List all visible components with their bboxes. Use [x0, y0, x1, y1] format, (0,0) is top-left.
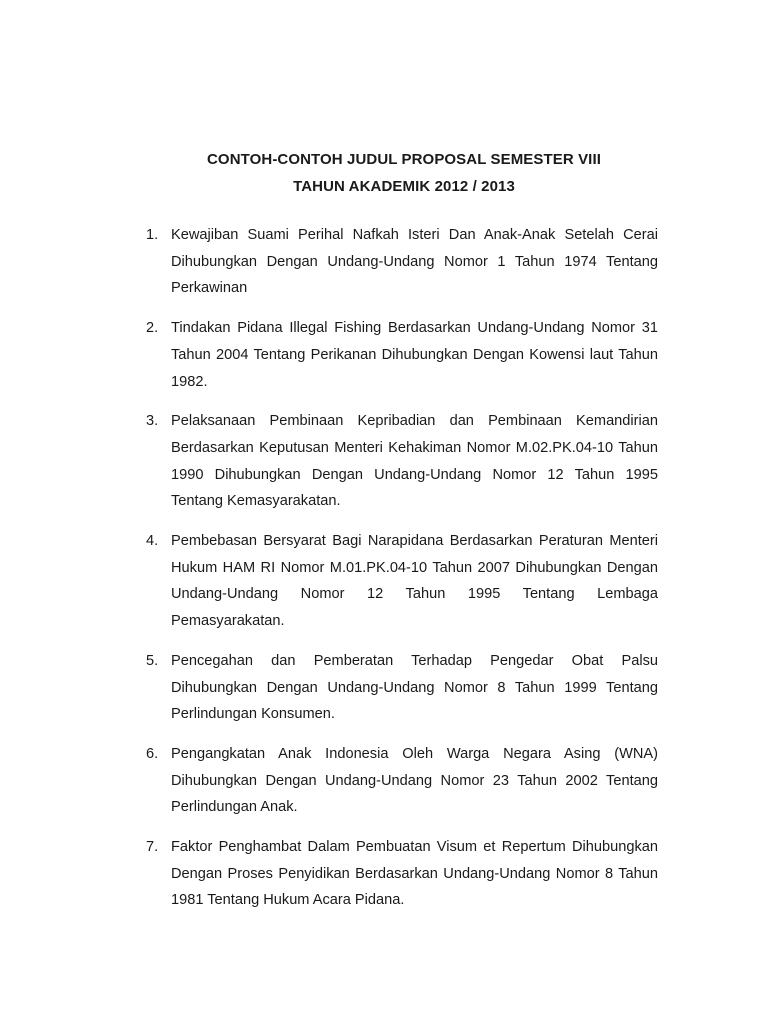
title-line-2: TAHUN AKADEMIK 2012 / 2013	[293, 178, 515, 195]
item-text: Pencegahan dan Pemberatan Terhadap Pengedar Obat Palsu Dihubungkan Dengan Undang-Undang Nomor 8 Tahun 1999 Tentang Perlindungan Konsumen.	[171, 652, 658, 723]
list-item	[146, 528, 658, 635]
item-number: 3.	[146, 413, 159, 430]
item-text: Faktor Penghambat Dalam Pembuatan Visum et Repertum Dihubungkan Dengan Proses Penyidikan Berdasarkan Undang-Undang Nomor 8 Tahun 1981 Tentang Hukum Acara Pidana.	[171, 839, 658, 909]
list-item	[146, 741, 658, 821]
list-item	[146, 222, 658, 302]
item-number: 6.	[146, 745, 159, 762]
item-text: Pelaksanaan Pembinaan Kepribadian dan Pembinaan Kemandirian Berdasarkan Keputusan Menteri Kehakiman Nomor M.02.PK.04-10 Tahun 1990 Dihubungkan Dengan Undang-Undang Nomor 12 Tahun 1995 Tentang Kemasyarakatan.	[171, 413, 658, 510]
item-text: Tindakan Pidana Illegal Fishing Berdasarkan Undang-Undang Nomor 31 Tahun 2004 Tentang Perikanan Dihubungkan Dengan Kowensi laut Tahun 1982.	[171, 320, 658, 390]
item-number: 5.	[146, 652, 159, 669]
document-title	[0, 146, 768, 200]
list-item	[146, 408, 658, 515]
item-text: Pembebasan Bersyarat Bagi Narapidana Berdasarkan Peraturan Menteri Hukum HAM RI Nomor M.01.PK.04-10 Tahun 2007 Dihubungkan Dengan Undang-Undang Nomor 12 Tahun 1995 Tentang Lembaga Pemasyarakatan.	[171, 533, 658, 630]
item-number: 2.	[146, 320, 159, 337]
title-line-1: CONTOH-CONTOH JUDUL PROPOSAL SEMESTER VIII	[207, 151, 601, 168]
item-number: 7.	[146, 839, 159, 856]
proposal-title-list	[146, 222, 658, 927]
list-item	[146, 315, 658, 395]
list-item	[146, 648, 658, 728]
item-text: Kewajiban Suami Perihal Nafkah Isteri Dan Anak-Anak Setelah Cerai Dihubungkan Dengan Undang-Undang Nomor 1 Tahun 1974 Tentang Perkawinan	[171, 227, 658, 297]
list-item	[146, 834, 658, 914]
item-text: Pengangkatan Anak Indonesia Oleh Warga Negara Asing (WNA) Dihubungkan Dengan Undang-Undang Nomor 23 Tahun 2002 Tentang Perlindungan Anak.	[171, 745, 658, 816]
item-number: 4.	[146, 533, 159, 550]
item-number: 1.	[146, 227, 159, 243]
